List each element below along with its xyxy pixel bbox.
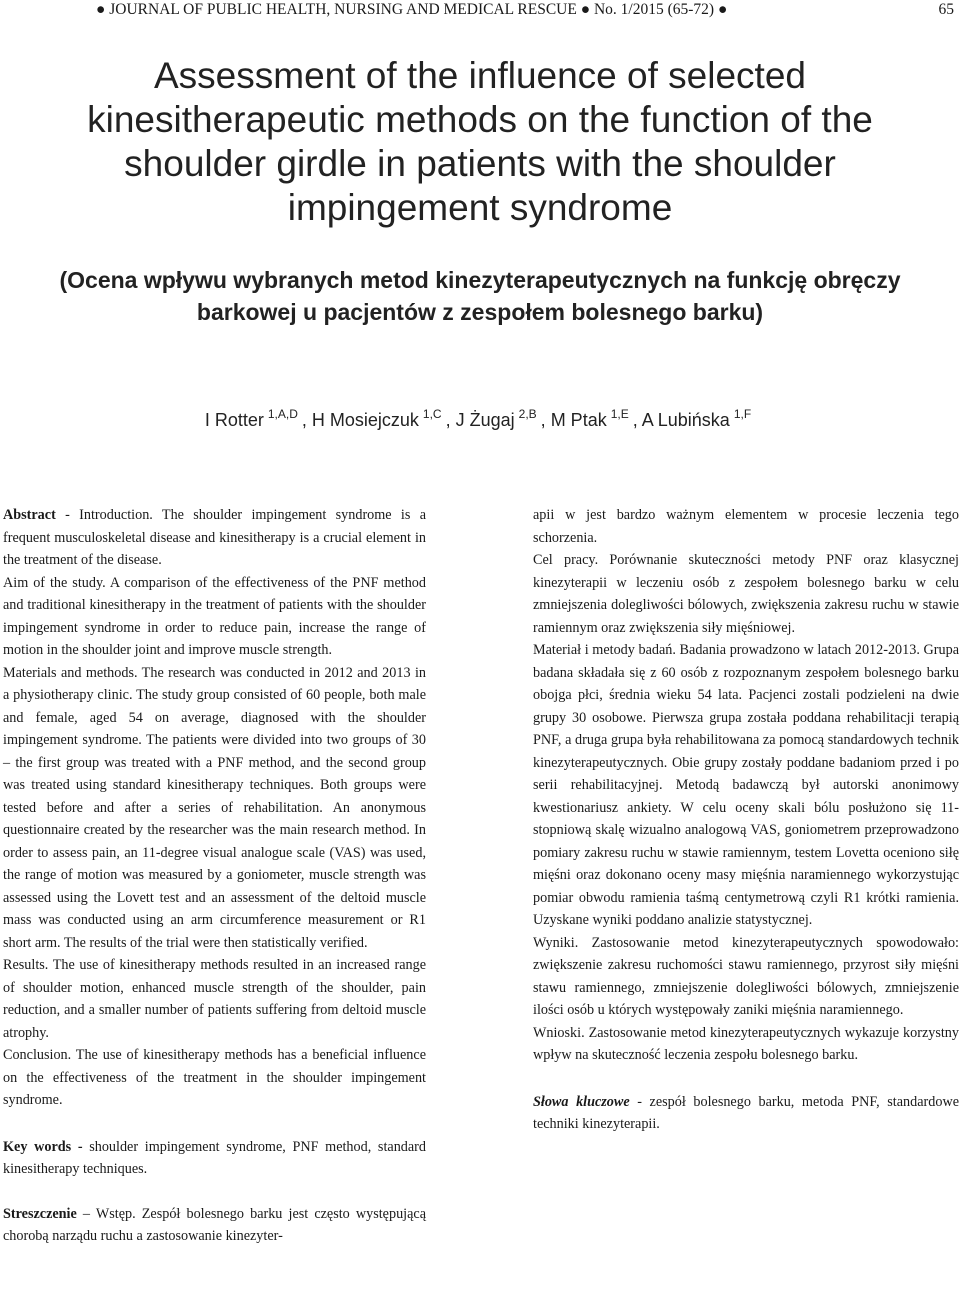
author-affiliation: 1,C bbox=[422, 407, 442, 421]
keywords-label: Key words - bbox=[3, 1138, 83, 1155]
author-affiliation: 1,A,D bbox=[267, 407, 298, 421]
streszczenie-label: Streszczenie bbox=[3, 1205, 77, 1222]
keywords-text: shoulder impingement syndrome, PNF method, standard kinesitherapy techniques. bbox=[3, 1138, 426, 1177]
author-name: I Rotter bbox=[204, 410, 264, 430]
streszczenie-wstep-continued: apii w jest bardzo ważnym elementem w procesie leczenia tego schorzenia. bbox=[533, 507, 959, 546]
abstract-aim: Aim of the study. A comparison of the effectiveness of the PNF method and traditional kinesitherapy in the treatment of patients with the shoulder impingement syndrome in order to reduce pain, increase the range of motion in the shoulder joint and improve muscle strength. bbox=[3, 574, 426, 658]
author-name: M Ptak bbox=[550, 410, 607, 430]
streszczenie-material: Materiał i metody badań. Badania prowadzono w latach 2012-2013. Grupa badana składała się z 60 osób z rozpoznanym zespołem bolesnego barku obojga płci, średnia wieku 54 lata. Pacjenci zostali podzieleni na dwie grupy 30 osobowe. Pierwsza grupa została poddana rehabilitacji terapią PNF, a druga grupa była rehabilitowana za pomocą standardowych technik kinezyterapeutycznych. Obie grupy zostały poddane badaniom przed i po serii rehabilitacyjnej. Metodą badawczą był autorski anonimowy kwestionariusz ankiety. W celu oceny skali bólu posłużono się 11-stopniową skalę wizualno analogową VAS, goniometrem przeprowadzono pomiary zakresu ruchu w stawie ramiennym, testem Lovetta oceniono siłę mięśni oraz dokonano oceny masy mięśnia naramiennego wykorzystując pomiar obwodu ramienia taśmą centymetrową czyli R1 krótki ramienia. Uzyskane wyniki poddano analizie statystycznej. bbox=[533, 642, 959, 928]
abstract-english-column bbox=[3, 504, 426, 1248]
author-name: J Żugaj bbox=[455, 410, 515, 430]
abstract-intro-text: - Introduction. The shoulder impingement syndrome is a frequent musculoskeletal disease and kinesitherapy is a crucial element in the treatment of the disease. bbox=[3, 507, 426, 568]
streszczenie-start bbox=[3, 1203, 426, 1248]
author-name: H Mosiejczuk bbox=[311, 410, 419, 430]
author-name: A Lubińska bbox=[641, 410, 730, 430]
article-subtitle-polish: (Ocena wpływu wybranych metod kinezyterapeutycznych na funkcję obręczy barkowej u pacjentów z zespołem bolesnego barku) bbox=[59, 267, 901, 325]
streszczenie-text: – Wstęp. Zespół bolesnego barku jest często występującą chorobą narządu ruchu a zastosowanie kinezyter- bbox=[3, 1205, 426, 1244]
slowa-kluczowe-label: Słowa kluczowe bbox=[533, 1093, 630, 1110]
page-number: 65 bbox=[938, 1, 954, 18]
slowa-kluczowe-text: - zespół bolesnego barku, metoda PNF, standardowe techniki kinezyterapii. bbox=[533, 1093, 959, 1132]
streszczenie-wyniki: Wyniki. Zastosowanie metod kinezyterapeutycznych spowodowało: zwiększenie zakresu ruchomości stawu ramiennego, przyrost siły mięśni stawu ramiennego, zmniejszenie dolegliwości bólowych, zmniejszenie ilości osób u których występowały zaniki mięśnia naramiennego. bbox=[533, 934, 959, 1018]
author-affiliation: 1,E bbox=[610, 407, 629, 421]
abstract-results: Results. The use of kinesitherapy methods resulted in an increased range of shoulder motion, enhanced muscle strength of the shoulder, pain reduction, and a smaller number of patients suffering from deltoid muscle atrophy. bbox=[3, 957, 426, 1041]
abstract-intro bbox=[3, 504, 426, 572]
abstract-polish-column bbox=[533, 504, 959, 1136]
author-affiliation: 1,F bbox=[733, 407, 752, 421]
streszczenie-wnioski: Wnioski. Zastosowanie metod kinezyterapeutycznych wykazuje korzystny wpływ na skuteczność leczenia zespołu bolesnego barku. bbox=[533, 1024, 959, 1063]
streszczenie-cel: Cel pracy. Porównanie skuteczności metody PNF oraz klasycznej kinezyterapii w leczeniu osób z zespołem bolesnego barku w celu zmniejszenia dolegliwości bólowych, zwiększenia zakresu ruchu w stawie ramiennym oraz zwiększenia siły mięśniowej. bbox=[533, 552, 959, 636]
journal-running-head: ● JOURNAL OF PUBLIC HEALTH, NURSING AND MEDICAL RESCUE ● No. 1/2015 (65-72) ● bbox=[96, 1, 728, 18]
slowa-kluczowe bbox=[533, 1091, 959, 1136]
author-affiliation: 2,B bbox=[518, 407, 537, 421]
abstract-label: Abstract bbox=[3, 507, 56, 523]
keywords bbox=[3, 1136, 426, 1181]
abstract-methods: Materials and methods. The research was conducted in 2012 and 2013 in a physiotherapy clinic. The study group consisted of 60 people, both male and female, aged 54 on average, diagnosed with the shoulder impingement syndrome. The patients were divided into two groups of 30 – the first group was treated with a PNF method, and the second group was treated using standard kinesitherapy techniques. Both groups were tested before and after a series of rehabilitation. An anonymous questionnaire created by the researcher was the main research method. In order to assess pain, an 11-degree visual analogue scale (VAS) was used, the range of motion was measured by a goniometer, muscle strength was assessed using the Lovett test and an assessment of the deltoid muscle mass was conducted using an arm circumference measurement or R1 short arm. The results of the trial were then statistically verified. bbox=[3, 664, 426, 951]
running-header bbox=[0, 0, 960, 20]
author-list: I Rotter $^{1,A,D}$ , H Mosiejczuk $^{1,C}$ , J Żugaj $^{2,B}$ , M Ptak $^{1,E}$ , A Lubińska $^{1,F}$ bbox=[204, 407, 752, 430]
article-title: Assessment of the influence of selected kinesitherapeutic methods on the function of the shoulder girdle in patients with the shoulder impingement syndrome bbox=[87, 55, 873, 228]
abstract-conclusion: Conclusion. The use of kinesitherapy methods has a beneficial influence on the effectiveness of the treatment in the shoulder impingement syndrome. bbox=[3, 1047, 426, 1108]
